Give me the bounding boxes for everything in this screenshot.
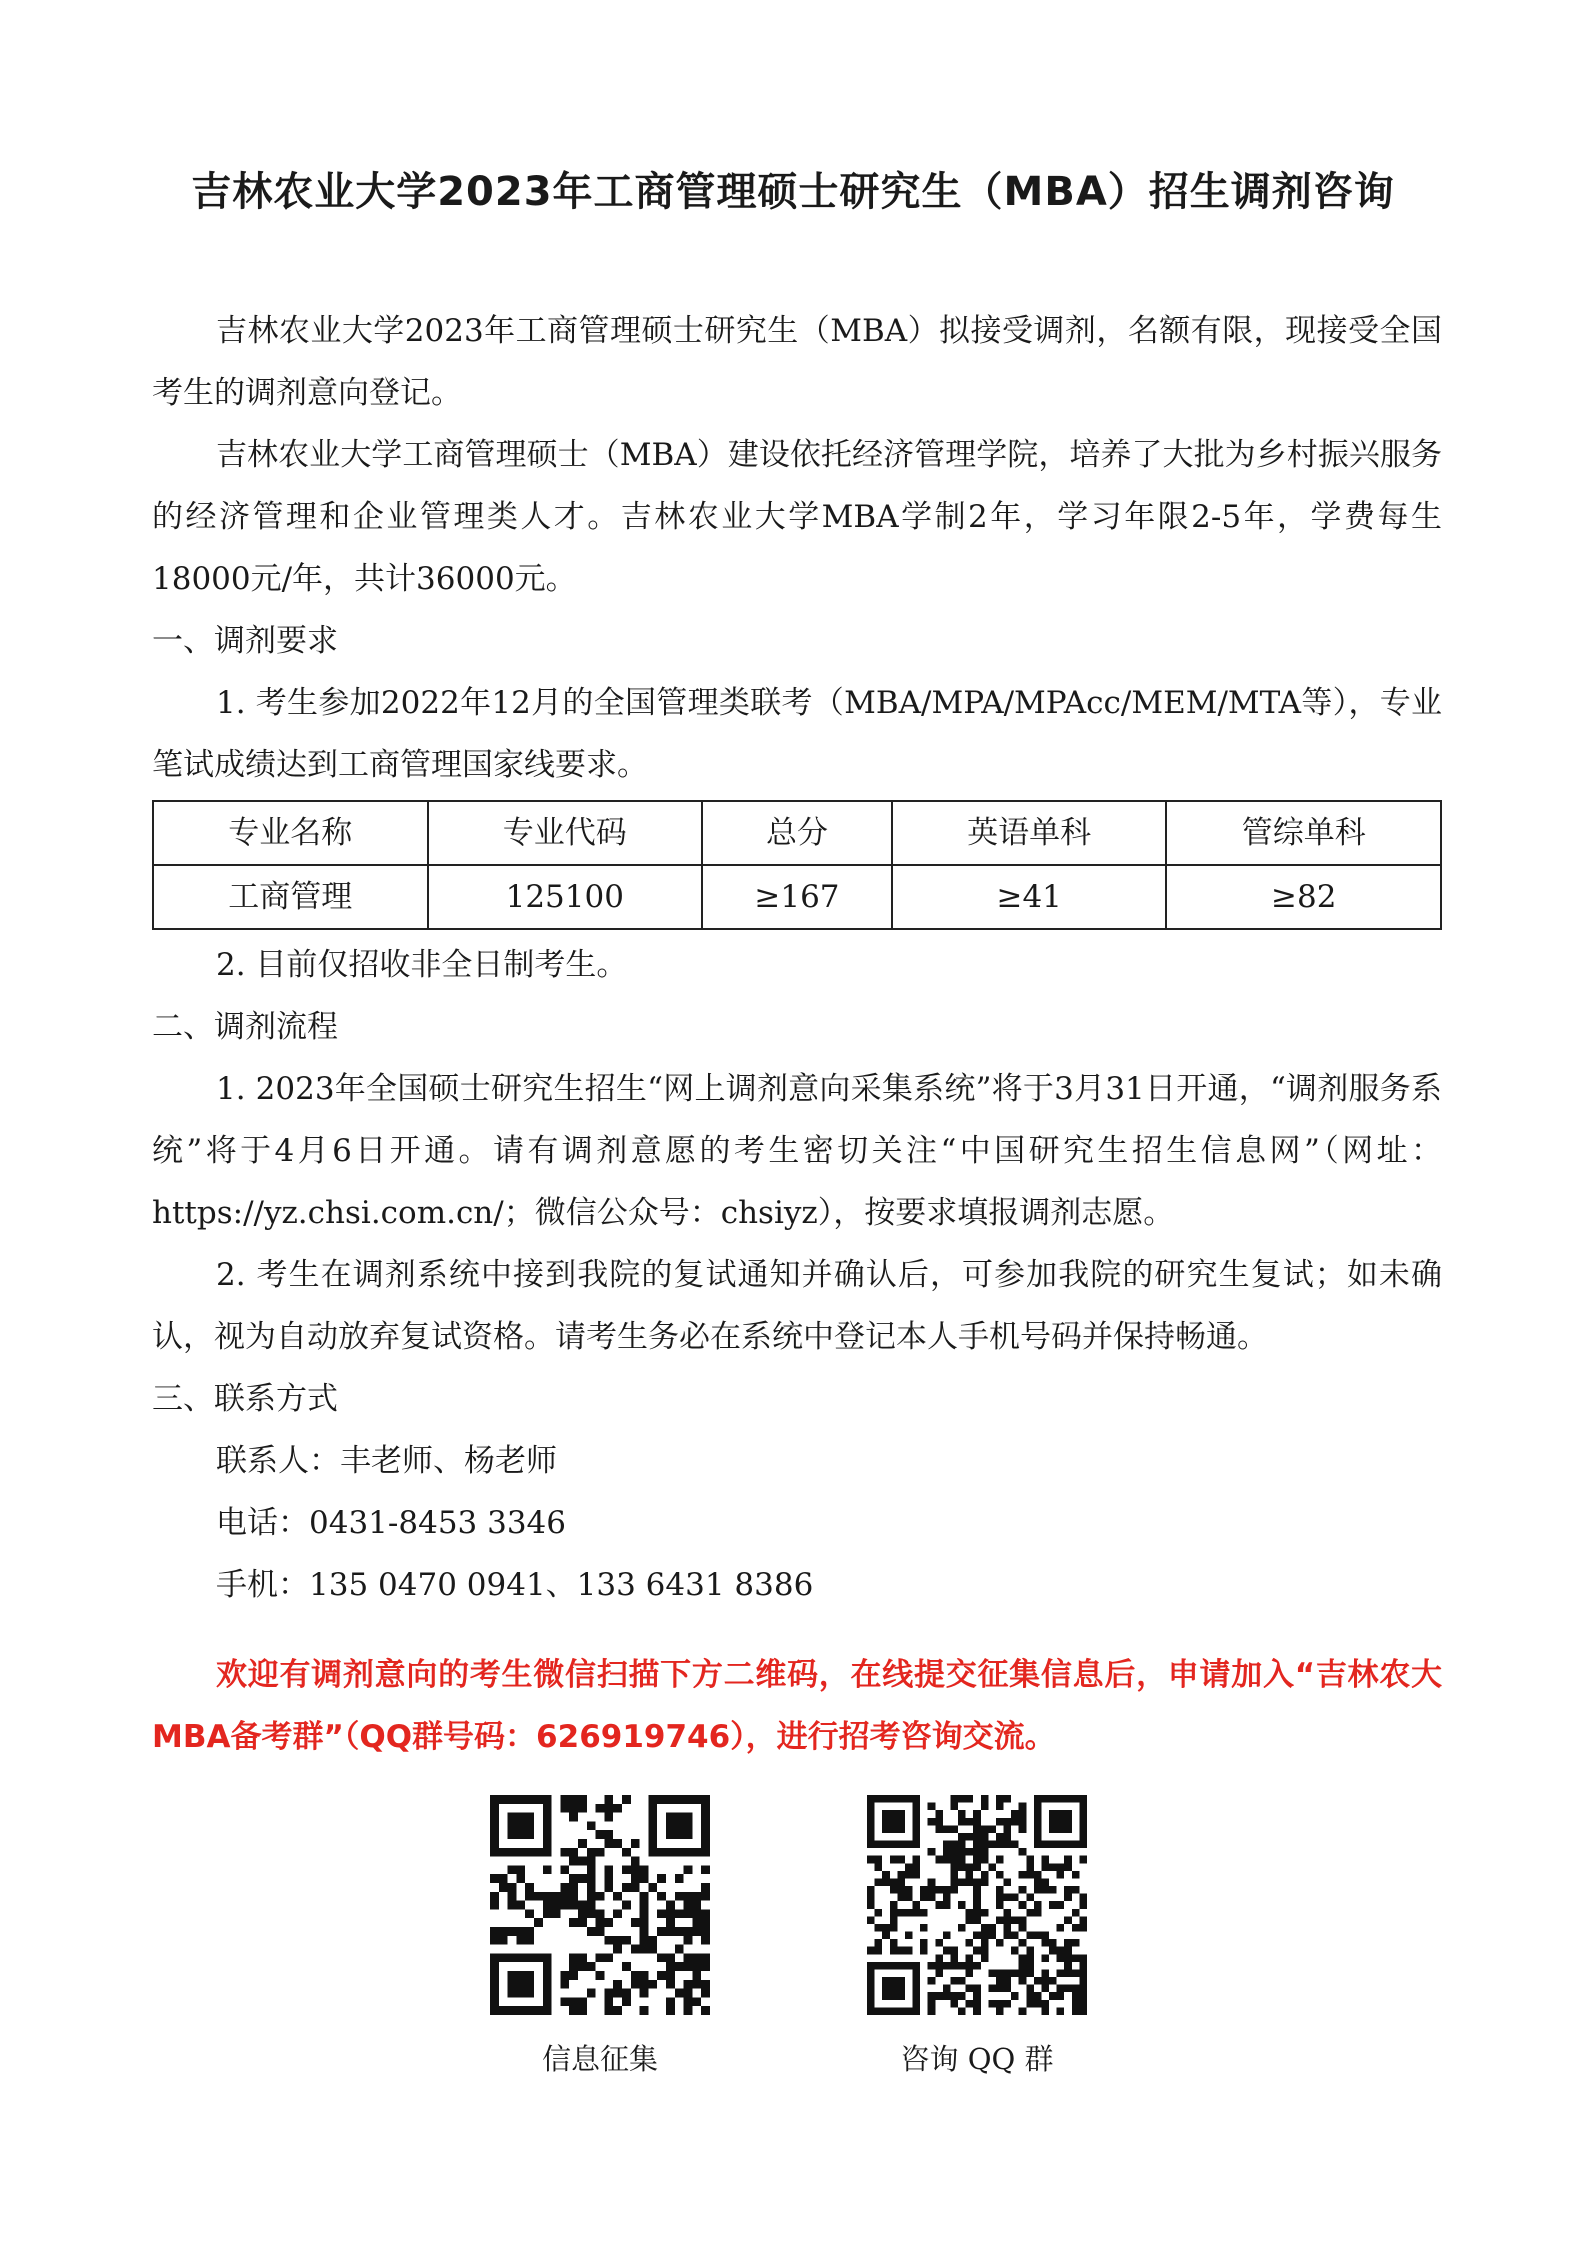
requirement-item-2: 2. 目前仅招收非全日制考生。 — [216, 947, 628, 983]
requirement-item-1: 1. 考生参加2022年12月的全国管理类联考（MBA/MPA/MPAcc/MEM/MTA等），专业笔试成绩达到工商管理国家线要求。 — [152, 685, 1442, 783]
qr-code-icon[interactable] — [490, 1795, 710, 2015]
page-title: 吉林农业大学2023年工商管理硕士研究生（MBA）招生调剂咨询 — [191, 169, 1395, 215]
qr-caption: 信息征集 — [541, 2042, 658, 2076]
intro-paragraph-1: 吉林农业大学2023年工商管理硕士研究生（MBA）拟接受调剂，名额有限，现接受全国考生的调剂意向登记。 — [152, 313, 1442, 411]
table-header-cell: 总分 — [702, 801, 892, 865]
document-body — [152, 300, 1442, 1768]
table-cell-management: ≥82 — [1166, 865, 1441, 929]
table-cell-major: 工商管理 — [153, 865, 428, 929]
notice-text: 欢迎有调剂意向的考生微信扫描下方二维码，在线提交征集信息后，申请加入“吉林农大MBA备考群”（QQ群号码：626919746），进行招考咨询交流。 — [152, 1657, 1442, 1755]
table-header-cell: 专业代码 — [428, 801, 703, 865]
process-item-1: 1. 2023年全国硕士研究生招生“网上调剂意向采集系统”将于3月31日开通，“调剂服务系统”将于4月6日开通。请有调剂意愿的考生密切关注“中国研究生招生信息网”（网址：https://yz.chsi.com.cn/；微信公众号：chsiyz），按要求填报调剂志愿。 — [152, 1071, 1442, 1231]
table-cell-total: ≥167 — [702, 865, 892, 929]
table-header-cell: 英语单科 — [892, 801, 1167, 865]
process-item-2: 2. 考生在调剂系统中接到我院的复试通知并确认后，可参加我院的研究生复试；如未确认，视为自动放弃复试资格。请考生务必在系统中登记本人手机号码并保持畅通。 — [152, 1257, 1442, 1355]
section-heading-contact: 三、联系方式 — [152, 1381, 338, 1417]
section-heading-process: 二、调剂流程 — [152, 1009, 338, 1045]
table-row — [153, 865, 1441, 929]
table-cell-english: ≥41 — [892, 865, 1167, 929]
table-header-row — [153, 801, 1441, 865]
qr-block-qq — [847, 1795, 1107, 2078]
section-heading-requirements: 一、调剂要求 — [152, 623, 338, 659]
score-requirements-table — [152, 800, 1442, 930]
table-header-cell: 管综单科 — [1166, 801, 1441, 865]
contact-mobile: 手机：135 0470 0941、133 6431 8386 — [216, 1567, 814, 1603]
contact-phone: 电话：0431-8453 3346 — [216, 1505, 567, 1541]
table-header-cell: 专业名称 — [153, 801, 428, 865]
qr-caption: 咨询 QQ 群 — [900, 2042, 1054, 2076]
table-cell-code: 125100 — [428, 865, 703, 929]
contact-person: 联系人：丰老师、杨老师 — [216, 1443, 557, 1479]
qr-block-info — [470, 1795, 730, 2078]
intro-paragraph-2: 吉林农业大学工商管理硕士（MBA）建设依托经济管理学院，培养了大批为乡村振兴服务的经济管理和企业管理类人才。吉林农业大学MBA学制2年，学习年限2-5年，学费每生18000元/年，共计36000元。 — [152, 437, 1442, 597]
qr-code-icon[interactable] — [867, 1795, 1087, 2015]
